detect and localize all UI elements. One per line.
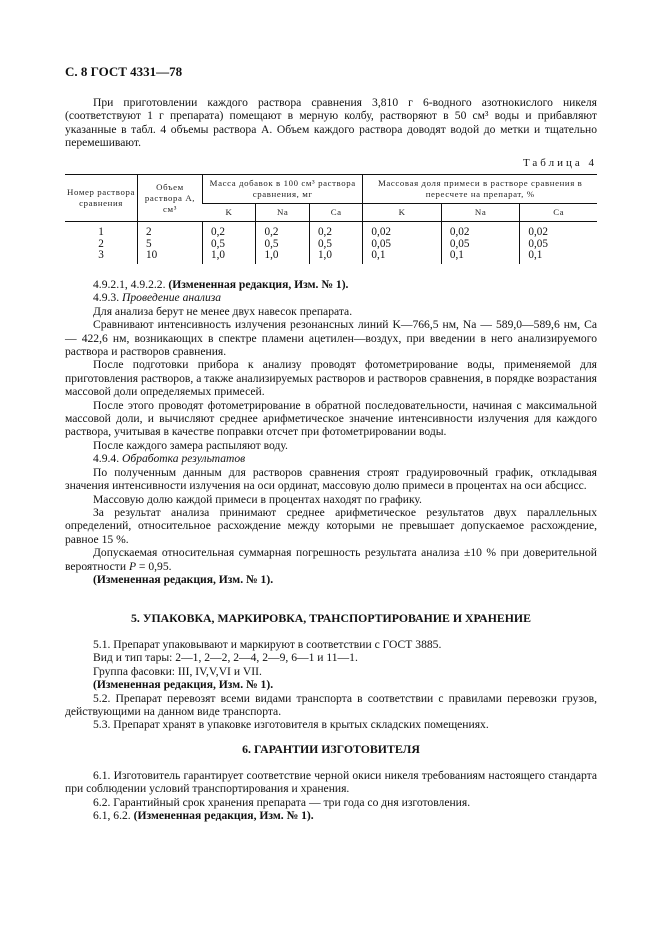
table-cell: 3 (98, 249, 104, 261)
col-subheader: Na (441, 204, 519, 222)
table-cell: 5 (138, 239, 203, 251)
table-cell: 0,05 (441, 239, 519, 251)
section-5-title: 5. УПАКОВКА, МАРКИРОВКА, ТРАНСПОРТИРОВАНИЕ И ХРАНЕНИЕ (131, 611, 531, 625)
table-row (65, 250, 597, 264)
paragraph (65, 692, 597, 719)
table-cell: 0,2 (203, 222, 256, 239)
col-subheader: Ca (309, 204, 362, 222)
table-row (65, 222, 597, 239)
col-subheader: Ca (520, 204, 597, 222)
table-cell: 0,2 (309, 222, 362, 239)
text: 6.1. Изготовитель гарантирует соответствие черной окиси никеля требованиям настоящего стандарта при соблюдении условий транспортирования и хранения. (65, 769, 597, 796)
table-cell: 0,1 (520, 250, 597, 264)
text: После каждого замера распыляют воду. (93, 438, 288, 452)
table-cell: 0,05 (520, 239, 597, 251)
paragraph (65, 809, 597, 822)
text: Вид и тип тары: 2—1, 2—2, 2—4, 2—9, 6—1 и 11—1. (93, 651, 358, 665)
col-header-fraction: Массовая доля примеси в растворе сравнения в пересчете на препарат, % (363, 175, 597, 204)
text: При приготовлении каждого раствора сравнения 3,810 г 6-водного азотнокислого никеля (соответствуют 1 г препарата) помещают в мерную колбу, растворяют в 50 см³ воды и прибавляют указанные в табл. 4 объемы раствора А. Объем каждого раствора доводят водой до метки и тщательно перемешивают. (65, 96, 597, 150)
paragraph (65, 546, 597, 573)
table-cell: 0,1 (441, 250, 519, 264)
text: 5.3. Препарат хранят в упаковке изготовителя в крытых складских помещениях. (93, 718, 489, 732)
section-6-title: 6. ГАРАНТИИ ИЗГОТОВИТЕЛЯ (242, 742, 420, 756)
table-cell: 1,0 (203, 250, 256, 264)
italic-text: Проведение анализа (121, 291, 222, 305)
text: = 0,95. (136, 559, 172, 573)
table-cell: 0,02 (520, 222, 597, 239)
table-cell: 2 (138, 222, 203, 239)
italic-text: P (128, 559, 137, 573)
paragraph (65, 318, 597, 358)
section-4-text (65, 278, 597, 586)
page-header: С. 8 ГОСТ 4331—78 (65, 64, 183, 79)
table-cell: 0,05 (363, 239, 441, 251)
bold-text: (Измененная редакция, Изм. № 1). (168, 278, 349, 291)
col-subheader: K (203, 204, 256, 222)
paragraph (65, 399, 597, 439)
paragraph (65, 651, 597, 664)
paragraph (65, 452, 597, 465)
text: Сравнивают интенсивность излучения резонансных линий K—766,5 нм, Na — 589,0—589,6 нм, Ca — 422,6 нм, возникающих в спектре пламени ацетилен—воздух, при введении в него анализируемого раствора и растворов сравнения. (65, 318, 597, 359)
paragraph (65, 439, 597, 452)
paragraph (65, 665, 597, 678)
text: После этого проводят фотометрирование в обратной последовательности, начиная с максимальной массовой доли, и вычисляют среднее арифметическое значение интенсивности излучения для каждого раствора, учитывая в качестве поправки отсчет при фотометрировании воды. (65, 398, 597, 439)
text: 5.1. Препарат упаковывают и маркируют в соответствии с ГОСТ 3885. (93, 638, 442, 651)
table-4 (65, 174, 597, 264)
italic-text: Обработка результатов (121, 452, 246, 466)
text: 4.9.4. (93, 452, 122, 466)
text: Для анализа берут не менее двух навесок препарата. (93, 304, 353, 318)
table-cell: 1,0 (256, 250, 309, 264)
table-cell: 2 (98, 237, 104, 250)
bold-text: (Измененная редакция, Изм. № 1). (133, 809, 314, 823)
text: Группа фасовки: III, IV,V,VI и VII. (93, 664, 262, 678)
paragraph (65, 278, 597, 291)
intro-text (65, 96, 597, 150)
bold-text: (Измененная редакция, Изм. № 1). (93, 678, 274, 692)
col-header-number: Номер раствора сравнения (65, 175, 138, 222)
paragraph (65, 358, 597, 398)
paragraph (65, 678, 597, 691)
text: После подготовки прибора к анализу проводят фотометрирование воды, применяемой для приготовления растворов, а также анализируемых растворов и растворов сравнения, в порядке возрастания массовой доли определяемых примесей. (65, 358, 597, 399)
table-cell: 0,02 (363, 222, 441, 239)
text: Массовую долю каждой примеси в процентах находят по графику. (93, 492, 422, 506)
text: По полученным данным для растворов сравнения строят градуировочный график, откладывая значения интенсивности излучения на оси ординат, массовую долю примеси в процентах на оси абсцисс. (65, 465, 597, 493)
paragraph (65, 291, 597, 304)
table-cell: 0,02 (441, 222, 519, 239)
text: 6.2. Гарантийный срок хранения препарата — три года со дня изготовления. (93, 795, 471, 809)
table-cell: 0,1 (363, 250, 441, 264)
paragraph (65, 305, 597, 318)
text: 4.9.2.1, 4.9.2.2. (93, 278, 169, 291)
paragraph (65, 718, 597, 731)
text: 4.9.3. (93, 291, 122, 305)
table-cell: 10 (138, 250, 203, 264)
paragraph (65, 638, 597, 651)
section-5-text (65, 638, 597, 732)
col-header-mass: Масса добавок в 100 см³ раствора сравнения, мг (203, 175, 363, 204)
text: Допускаемая относительная суммарная погрешность результата анализа ±10 % при доверительной вероятности (65, 546, 597, 573)
table-cell: 1 (98, 226, 104, 238)
table-caption: Таблица 4 (522, 157, 597, 169)
col-subheader: K (363, 204, 441, 222)
section-6-text (65, 769, 597, 823)
col-header-volume: Объем раствора А, см³ (138, 175, 203, 222)
table-cell: 0,5 (256, 239, 309, 251)
text: За результат анализа принимают среднее арифметическое результатов двух параллельных определений, относительное расхождение между которыми не превышает допускаемое расхождение, равное 15 %. (65, 505, 597, 546)
paragraph (65, 769, 597, 796)
text: 5.2. Препарат перевозят всеми видами транспорта в соответствии с правилами перевозки грузов, действующими на данном виде транспорта. (65, 691, 597, 719)
paragraph (65, 466, 597, 493)
table-cell: 0,5 (203, 239, 256, 251)
paragraph (65, 796, 597, 809)
bold-text: (Измененная редакция, Изм. № 1). (93, 572, 274, 586)
table-cell: 0,2 (256, 222, 309, 239)
table-cell: 1,0 (309, 250, 362, 264)
paragraph (65, 96, 597, 150)
paragraph (65, 506, 597, 546)
table-cell: 0,5 (309, 239, 362, 251)
paragraph (65, 573, 597, 586)
text: 6.1, 6.2. (93, 809, 134, 823)
paragraph (65, 493, 597, 506)
col-subheader: Na (256, 204, 309, 222)
